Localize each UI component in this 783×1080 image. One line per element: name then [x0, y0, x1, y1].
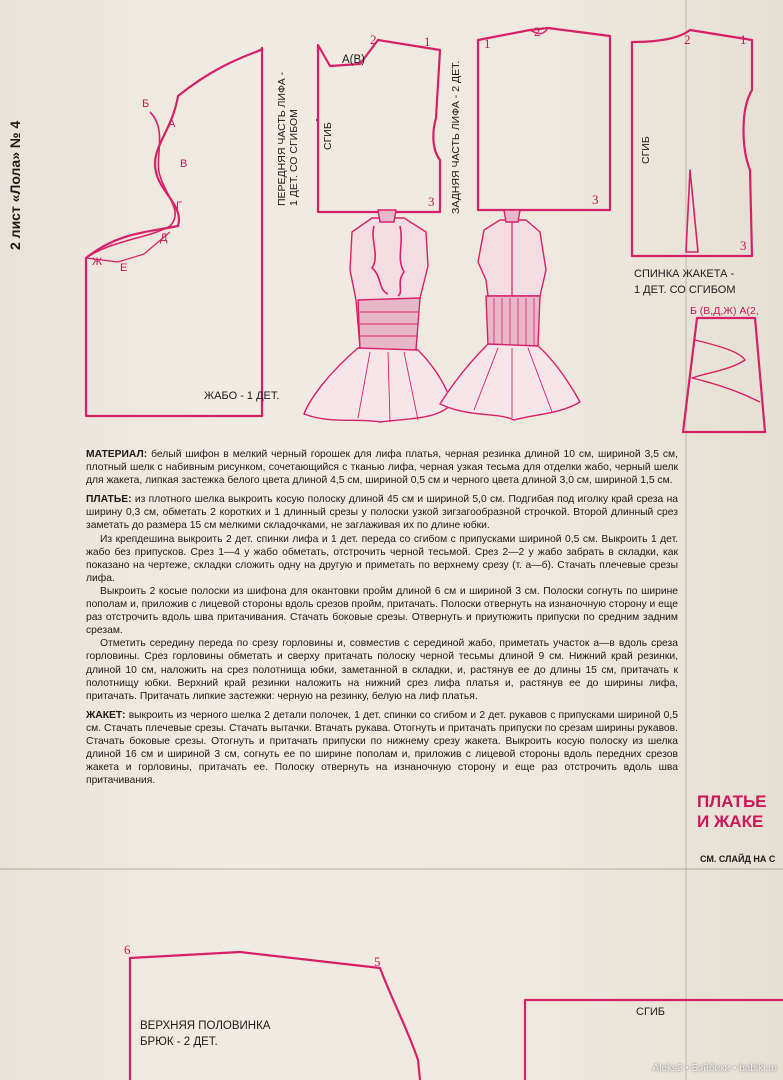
num-jacket-2: 2 [684, 32, 691, 47]
num-back-2: 2 [534, 24, 541, 39]
dress-paragraph [86, 493, 678, 532]
dress-paragraph-2: Из крепдешина выкроить 2 дет. спинки лифа и 1 дет. переда со сгибом с припусками шириной 0,5 см. Выкроить 1 дет. жабо без припусков. Срез 1—4 у жабо обметать, отстрочить черной тесьмой. Срез 2—2 у жабо забрать в складки, как показано на чертеже, складки сложить одну на другую и приметать по верхнему срезу (т. а—б). Стачать плечевые срезы лифа. [86, 533, 678, 584]
dress-title: ПЛАТЬЕ: [86, 494, 132, 506]
trousers-label-1: ВЕРХНЯЯ ПОЛОВИНКА [140, 1020, 271, 1032]
num-jacket-3: 3 [740, 238, 747, 253]
num-front-2: 2 [370, 32, 377, 47]
num-trousers-6: 6 [124, 942, 131, 957]
jabot-letter-g: Г [176, 200, 182, 212]
front-bodice-label: ПЕРЕДНЯЯ ЧАСТЬ ЛИФА - 1 ДЕТ. СО СГИБОМ [276, 71, 300, 206]
side-title-text: 2 лист «Лола» № 4 [7, 120, 23, 250]
jabot-letter-zh: Ж [92, 256, 103, 268]
jabot-label: ЖАБО - 1 ДЕТ. [204, 390, 280, 402]
dress-front-skirt [304, 348, 452, 422]
trousers-pattern [130, 952, 420, 1080]
jabot-pattern [86, 48, 262, 416]
num-front-1: 1 [424, 34, 431, 49]
front-bodice-pattern [318, 40, 440, 212]
material-text: белый шифон в мелкий черный горошек для лифа платья, черная резинка длиной 10 см, шириной 3,5 см, плотный шелк с набивным рисунком, сочетающийся с тканью лифа, черная узкая тесьма для отделки жабо, черный шелк для жакета, липкая застежка белого цвета длиной 4,5 см, шириной 0,5 см и черного цвета длиной 3,0 см, шириной 1,5 см. [86, 449, 678, 487]
jacket-title: ЖАКЕТ: [86, 709, 126, 721]
fold-jacket-label: СГИБ [640, 136, 652, 164]
dress-back-skirt [440, 344, 580, 420]
jabot-letter-v: В [180, 158, 188, 170]
right-note: СМ. СЛАЙД НА С [700, 854, 776, 864]
watermark: Aleks2 • Бэйбики • babiki.ru [652, 1063, 777, 1074]
jacket-paragraph [86, 709, 678, 788]
material-paragraph [86, 448, 678, 487]
trousers-label-2: БРЮК - 2 ДЕТ. [140, 1036, 218, 1048]
dress-paragraph-4: Отметить середину переда по срезу горловины и, совместив с серединой жабо, приметать участок а—в вдоль среза горловины. Срез горловины обметать и сверху притачать полоску черной тесьмы длиной 9 см. Нижний край резинки, длиной 10 см, наложить на срез полотнища юбки, заметанной в складки, и, растянув ее до длины 15 см, притачать к полотнищу юбки. Верхний край резинки наложить на нижний срез лифа платья и, растянув ее до ширины лифа, притачать. Притачать липкие застежки: черную на резинку, белую на лиф платья. [86, 638, 678, 702]
right-heading-1: ПЛАТЬЕ [697, 792, 767, 811]
num-back-1: 1 [484, 36, 491, 51]
dress-paragraph-3: Выкроить 2 косые полоски из шифона для окантовки пройм длиной 6 см и шириной 3 см. Полоски согнуть по ширине пополам и, приложив с лицевой стороны вдоль срезов пройм, притачать. Полоски отвернуть на изнаночную сторону и еще раз отстрочить вдоль шва притачивания. Стачать боковые срезы. Отвернуть и приутюжить припуски по средним задним срезам. [86, 585, 678, 637]
jacket-text: выкроить из черного шелка 2 детали полочек, 1 дет. спинки со сгибом и 2 дет. рукавов с припусками шириной 0,5 см. Стачать плечевые срезы. Стачать вытачки. Втачать рукава. Отогнуть и притачать припуски по срезам ширины рукавов. Стачать боковые срезы. Отогнуть и притачать припуски по нижнему срезу жакета. Выкроить косую полоску из шелка длиной 16 см и шириной 3 см, согнуть ее по ширине пополам и, приложив с лицевой стороны вдоль передних срезов жакета и горловины, притачать ее. Полоску отвернуть на изнаночную сторону и еще раз отстрочить вдоль шва притачивания. [86, 709, 678, 787]
num-jacket-1: 1 [740, 32, 747, 47]
back-bodice-pattern [478, 28, 610, 210]
num-front-3: 3 [428, 194, 435, 209]
dress-text: из плотного шелка выкроить косую полоску длиной 45 см и шириной 5,0 см. Подгибая под иголку край среза на ширину 0,3 см, обметать 2 коротких и 1 длинный срезы у полоски узкой зигзагообразной строчкой. Второй длинный срез заметать до размера 15 см мелкими складочками, не заглаживая их по длине юбки. [86, 494, 678, 532]
jabot-letter-b: Б [142, 98, 150, 110]
right-heading-2: И ЖАКЕ [697, 812, 764, 831]
fold-bottom-label: СГИБ [636, 1006, 666, 1018]
jacket-back-label-2: 1 ДЕТ. СО СГИБОМ [634, 284, 736, 296]
jabot-letter-a: А [168, 118, 176, 130]
num-trousers-5: 5 [374, 954, 381, 969]
material-title: МАТЕРИАЛ: [86, 449, 148, 460]
back-bodice-label: ЗАДНЯЯ ЧАСТЬ ЛИФА - 2 ДЕТ. [450, 60, 462, 214]
jabot-letter-d: Д [160, 232, 168, 244]
point-ab-label: А(В) [342, 54, 365, 66]
sleeve-pattern [683, 318, 765, 432]
instructions [86, 448, 678, 793]
sleeve-marks-label: Б (В,Д,Ж) А(2, [690, 305, 759, 317]
jabot-letter-e: Е [120, 262, 128, 274]
fold-front-label: СГИБ [322, 122, 334, 150]
num-back-3: 3 [592, 192, 599, 207]
jacket-back-label-1: СПИНКА ЖАКЕТА - [634, 268, 735, 280]
